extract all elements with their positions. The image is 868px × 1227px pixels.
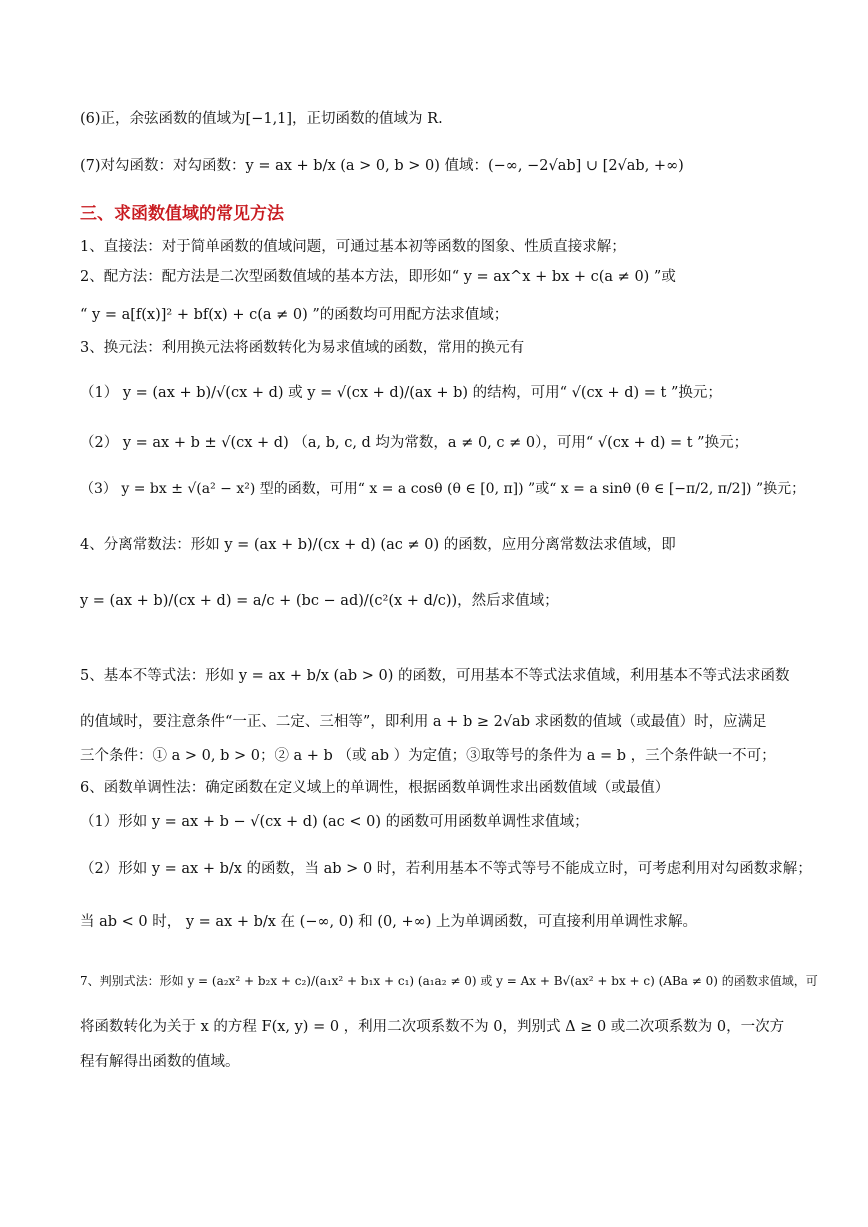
text-line: 程有解得出函数的值域。: [80, 1054, 240, 1070]
text-line: “ y = a[f(x)]² + bf(x) + c(a ≠ 0) ”的函数均可用配方法求值域；: [80, 307, 509, 323]
text-line: （2） y = ax + b ± √(cx + d) （a, b, c, d 均为常数，a ≠ 0, c ≠ 0），可用“ √(cx + d) = t ”换元；: [80, 435, 749, 451]
text-line: 三个条件：① a > 0, b > 0；② a + b （或 ab ）为定值；③取等号的条件为 a = b ，三个条件缺一不可；: [80, 748, 776, 764]
text-line: 6、函数单调性法：确定函数在定义域上的单调性，根据函数单调性求出函数值域（或最值）: [80, 780, 670, 796]
section-heading: 三、求函数值域的常见方法: [80, 204, 284, 224]
text-line: （2）形如 y = ax + b/x 的函数，当 ab > 0 时，若利用基本不等式等号不能成立时，可考虑利用对勾函数求解；: [80, 861, 812, 877]
text-line: 5、基本不等式法：形如 y = ax + b/x (ab > 0) 的函数，可用基本不等式法求值域，利用基本不等式法求函数: [80, 668, 790, 684]
text-line: （1）形如 y = ax + b − √(cx + d) (ac < 0) 的函数可用函数单调性求值域；: [80, 814, 589, 830]
text-line: （1） y = (ax + b)/√(cx + d) 或 y = √(cx + d)/(ax + b) 的结构，可用“ √(cx + d) = t ”换元；: [80, 385, 722, 401]
text-line: y = (ax + b)/(cx + d) = a/c + (bc − ad)/(c²(x + d/c))，然后求值域；: [80, 593, 559, 609]
text-line: 的值域时，要注意条件“一正、二定、三相等”，即利用 a + b ≥ 2√ab 求函数的值域（或最值）时，应满足: [80, 714, 767, 730]
text-line: 2、配方法：配方法是二次型函数值域的基本方法，即形如“ y = ax^x + bx + c(a ≠ 0) ”或: [80, 269, 676, 285]
text-line: 4、分离常数法：形如 y = (ax + b)/(cx + d) (ac ≠ 0) 的函数，应用分离常数法求值域，即: [80, 537, 676, 553]
text-line: 当 ab < 0 时， y = ax + b/x 在 (−∞, 0) 和 (0, +∞) 上为单调函数，可直接利用单调性求解。: [80, 914, 697, 930]
text-line: (6)正，余弦函数的值域为[−1,1]，正切函数的值域为 R.: [80, 111, 443, 127]
text-line: （3） y = bx ± √(a² − x²) 型的函数，可用“ x = a cosθ (θ ∈ [0, π]) ”或“ x = a sinθ (θ ∈ [−π/2, π/2]) ”换元；: [80, 481, 806, 497]
text-line: 将函数转化为关于 x 的方程 F(x, y) = 0 ，利用二次项系数不为 0，判别式 Δ ≥ 0 或二次项系数为 0，一次方: [80, 1019, 785, 1035]
text-line: (7)对勾函数：对勾函数：y = ax + b/x (a > 0, b > 0) 值域：(−∞, −2√ab] ∪ [2√ab, +∞): [80, 158, 684, 174]
text-line: 1、直接法：对于简单函数的值域问题，可通过基本初等函数的图象、性质直接求解；: [80, 239, 626, 255]
text-line: 3、换元法：利用换元法将函数转化为易求值域的函数，常用的换元有: [80, 340, 525, 356]
text-line: 7、判别式法：形如 y = (a₂x² + b₂x + c₂)/(a₁x² + b₁x + c₁) (a₁a₂ ≠ 0) 或 y = Ax + B√(ax² + bx + c) (ABa ≠ 0) 的函数求值域，可: [80, 974, 818, 988]
